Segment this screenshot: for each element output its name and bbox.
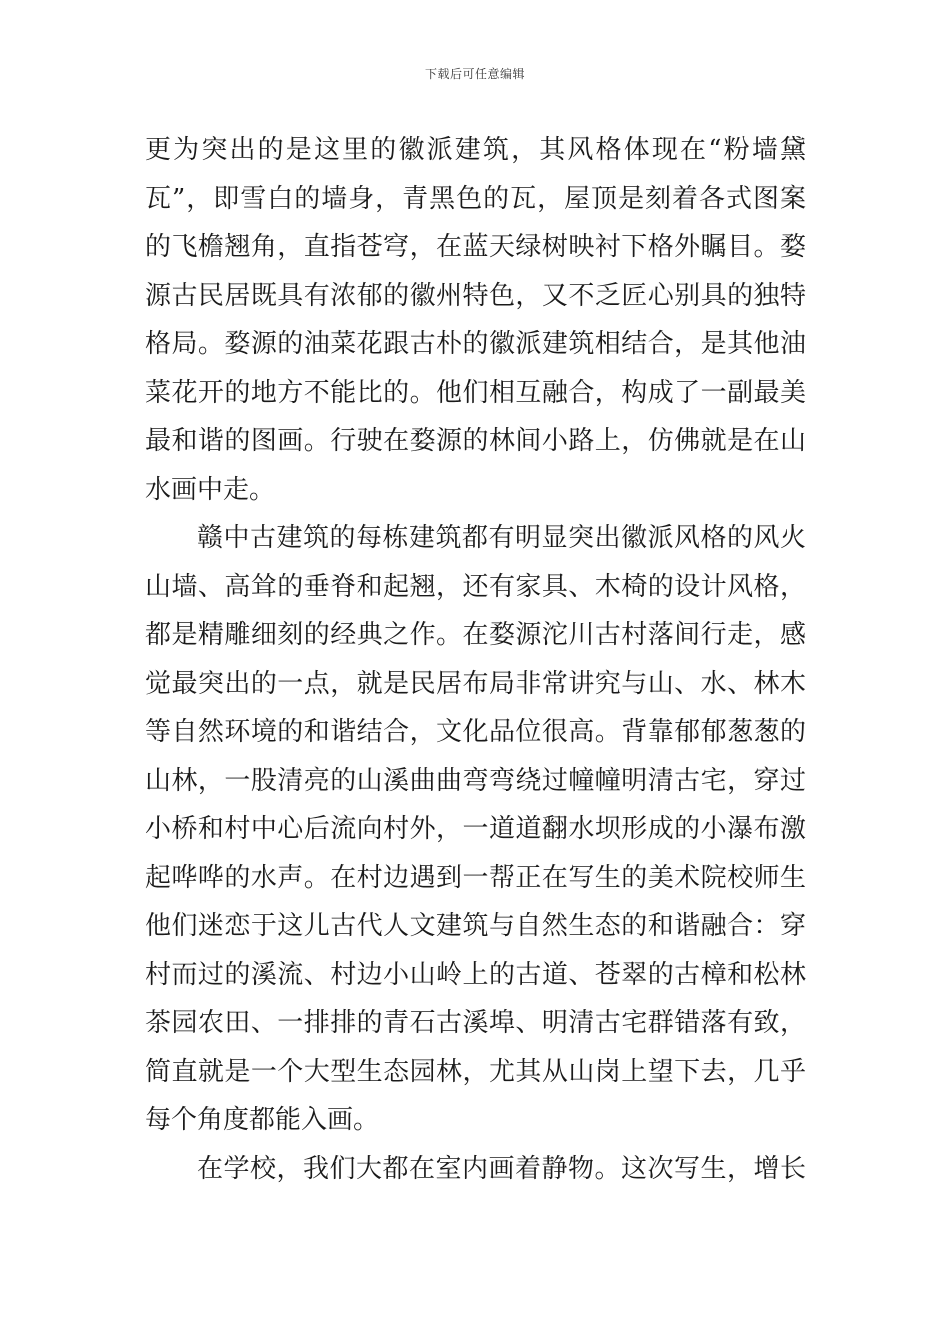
text-line: 的飞檐翘角，直指苍穹，在蓝天绿树映衬下格外瞩目。婺 <box>145 232 806 262</box>
text-line: 起哗哗的水声。在村边遇到一帮正在写生的美术院校师生 <box>145 862 806 893</box>
text-line: 山林，一股清亮的山溪曲曲弯弯绕过幢幢明清古宅，穿过 <box>145 765 806 796</box>
paragraph-1 <box>145 126 806 514</box>
text-line: 茶园农田、一排排的青石古溪埠、明清古宅群错落有致， <box>145 1008 806 1038</box>
document-body <box>145 126 806 1193</box>
text-line: 菜花开的地方不能比的。他们相互融合，构成了一副最美 <box>145 377 806 408</box>
paragraph-3 <box>145 1145 806 1194</box>
text-line: 在学校，我们大都在室内画着静物。这次写生，增长 <box>197 1153 806 1184</box>
text-line: 每个角度都能入画。 <box>145 1105 380 1135</box>
text-line: 简直就是一个大型生态园林，尤其从山岗上望下去，几乎 <box>145 1056 806 1087</box>
text-line: 源古民居既具有浓郁的徽州特色，又不乏匠心别具的独特 <box>145 280 806 311</box>
text-line: 格局。婺源的油菜花跟古朴的徽派建筑相结合，是其他油 <box>145 329 806 359</box>
text-line: 瓦”，即雪白的墙身，青黑色的瓦，屋顶是刻着各式图案 <box>145 183 806 214</box>
text-line: 觉最突出的一点，就是民居布局非常讲究与山、水、林木 <box>145 668 806 699</box>
page-header: 下载后可任意编辑 <box>424 67 525 81</box>
text-line: 等自然环境的和谐结合，文化品位很高。背靠郁郁葱葱的 <box>145 717 806 747</box>
text-line: 都是精雕细刻的经典之作。在婺源沱川古村落间行走，感 <box>145 620 806 650</box>
text-line: 他们迷恋于这儿古代人文建筑与自然生态的和谐融合：穿 <box>145 911 806 941</box>
paragraph-2 <box>145 514 806 1145</box>
text-line: 山墙、高耸的垂脊和起翘，还有家具、木椅的设计风格， <box>145 571 806 602</box>
text-line: 小桥和村中心后流向村外，一道道翻水坝形成的小瀑布激 <box>145 814 806 844</box>
text-line: 赣中古建筑的每栋建筑都有明显突出徽派风格的风火 <box>197 523 806 553</box>
text-line: 更为突出的是这里的徽派建筑，其风格体现在“粉墙黛 <box>145 135 806 165</box>
text-line: 最和谐的图画。行驶在婺源的林间小路上，仿佛就是在山 <box>145 426 806 456</box>
text-line: 村而过的溪流、村边小山岭上的古道、苍翠的古樟和松林 <box>145 959 806 990</box>
text-line: 水画中走。 <box>145 474 276 505</box>
